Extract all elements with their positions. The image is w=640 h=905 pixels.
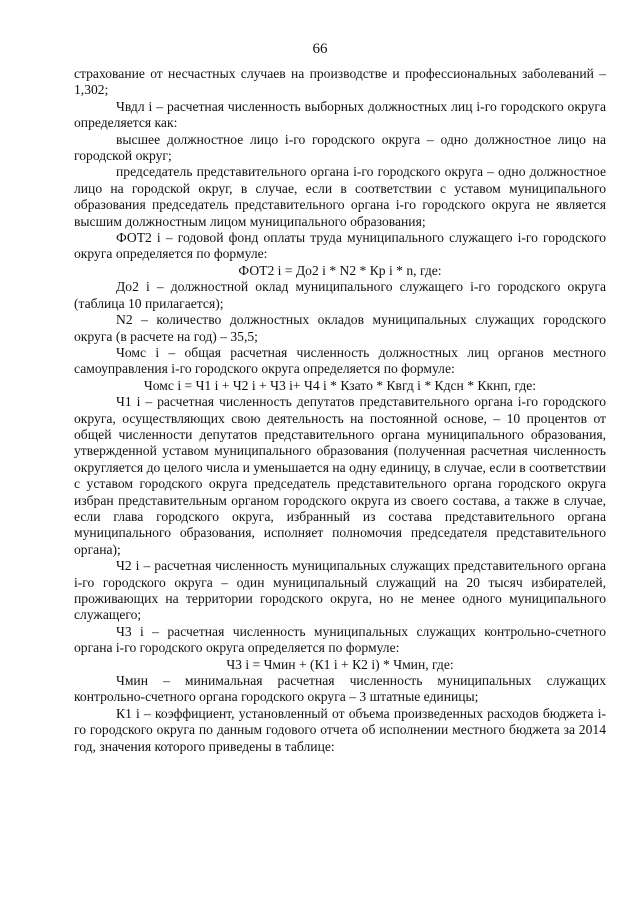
page-number: 66 (312, 41, 328, 57)
paragraph: До2 i – должностной оклад муниципального служащего i-го городского округа (таблица 10 прилагается); (74, 279, 606, 311)
formula: ФОТ2 i = До2 i * N2 * Кр i * n, где: (238, 262, 442, 278)
formula: Ч3 i = Чмин + (К1 i + К2 i) * Чмин, где: (226, 656, 454, 672)
paragraph: страхование от несчастных случаев на производстве и профессиональных заболеваний – 1,302; (74, 66, 606, 98)
paragraph: Ч3 i – расчетная численность муниципальных служащих контрольно-счетного органа i-го городского округа определяется по формуле: (74, 623, 606, 656)
formula: Чомс i = Ч1 i + Ч2 i + Ч3 i+ Ч4 i * Кзато * Квгд i * Кдсн * Ккнп, где: (143, 377, 537, 393)
paragraph: высшее должностное лицо i-го городского округа – одно должностное лицо на городской округ; (74, 131, 606, 164)
paragraph: Чомс i – общая расчетная численность должностных лиц органов местного самоуправления i-го городского округа определяется по формуле: (74, 344, 606, 377)
paragraph: N2 – количество должностных окладов муниципальных служащих городского округа (в расчете на год) – 35,5; (74, 312, 606, 344)
paragraph: К1 i – коэффициент, установленный от объема произведенных расходов бюджета i-го городского округа по данным годового отчета об исполнении местного бюджета за 2014 год, значения которого приведены в таблице: (74, 705, 606, 754)
paragraph: Чмин – минимальная расчетная численность муниципальных служащих контрольно-счетного органа городского округа – 3 штатные единицы; (74, 673, 606, 705)
document-body (74, 66, 606, 755)
paragraph: ФОТ2 i – годовой фонд оплаты труда муниципального служащего i-го городского округа определяется по формуле: (74, 230, 606, 262)
paragraph: председатель представительного органа i-го городского округа – одно должностное лицо на городской округ, в случае, если в соответствии с уставом муниципального образования председатель представительного органа i-го городского округа не является высшим должностным лицом муниципального образования; (74, 164, 606, 229)
paragraph: Ч2 i – расчетная численность муниципальных служащих представительного органа i-го городского округа – один муниципальный служащий на 20 тысяч избирателей, проживающих на территории городского округа, но не менее одного муниципального служащего; (74, 558, 606, 623)
paragraph: Чвдл i – расчетная численность выборных должностных лиц i-го городского округа определяется как: (74, 98, 606, 131)
paragraph: Ч1 i – расчетная численность депутатов представительного органа i-го городского округа, осуществляющих свою деятельность на постоянной основе, – 10 процентов от общей численности депутатов представительного органа муниципального образования, утвержденной уставом муниципального образования (полученная расчетная численность округляется до целого числа и уменьшается на одну единицу, в случае, если в соответствии с уставом городского округа председатель представительного органа городского округа избран представительным органом городского округа из своего состава, а также в случае, если глава городского округа, избранный из состава представительного органа муниципального образования, исполняет полномочия председателя представительного органа); (74, 394, 606, 557)
